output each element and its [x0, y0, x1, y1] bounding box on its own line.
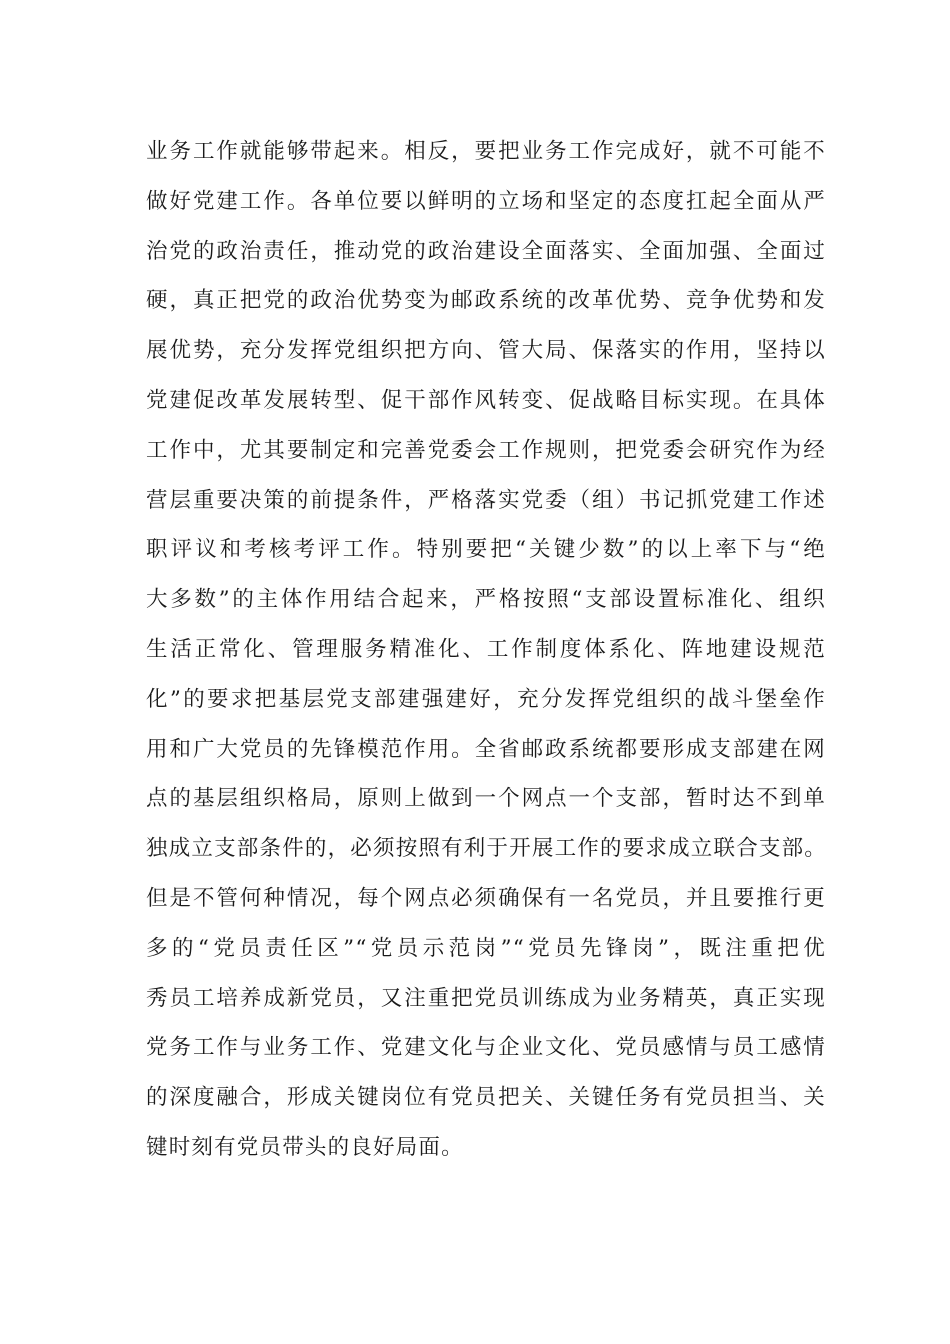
- text-line: 多的“党员责任区”“党员示范岗”“党员先锋岗”，既注重把优: [146, 935, 826, 961]
- text-line: 生活正常化、管理服务精准化、工作制度体系化、阵地建设规范: [146, 636, 826, 662]
- text-line: 做好党建工作。各单位要以鲜明的立场和坚定的态度扛起全面从严: [146, 188, 826, 214]
- text-line: 工作中，尤其要制定和完善党委会工作规则，把党委会研究作为经: [146, 437, 826, 463]
- text-line: 治党的政治责任，推动党的政治建设全面落实、全面加强、全面过: [146, 238, 826, 264]
- text-line: 党建促改革发展转型、促干部作风转变、促战略目标实现。在具体: [146, 387, 826, 413]
- body-text: [146, 131, 826, 1177]
- text-line: 职评议和考核考评工作。特别要把“关键少数”的以上率下与“绝: [146, 537, 826, 563]
- text-line: 点的基层组织格局，原则上做到一个网点一个支部，暂时达不到单: [146, 786, 826, 812]
- text-line: 独成立支部条件的，必须按照有利于开展工作的要求成立联合支部。: [146, 836, 828, 862]
- text-line: 党务工作与业务工作、党建文化与企业文化、党员感情与员工感情: [146, 1035, 826, 1061]
- text-line: 化”的要求把基层党支部建强建好，充分发挥党组织的战斗堡垒作: [146, 686, 826, 712]
- text-line: 营层重要决策的前提条件，严格落实党委（组）书记抓党建工作述: [146, 487, 826, 513]
- text-line: 的深度融合，形成关键岗位有党员把关、关键任务有党员担当、关: [146, 1085, 826, 1111]
- text-line: 秀员工培养成新党员，又注重把党员训练成为业务精英，真正实现: [146, 985, 826, 1011]
- text-line-last: 键时刻有党员带头的良好局面。: [146, 1134, 464, 1160]
- text-line: 大多数”的主体作用结合起来，严格按照“支部设置标准化、组织: [146, 587, 826, 613]
- text-line: 业务工作就能够带起来。相反，要把业务工作完成好，就不可能不: [146, 139, 826, 164]
- text-line: 展优势，充分发挥党组织把方向、管大局、保落实的作用，坚持以: [146, 338, 826, 364]
- text-line: 用和广大党员的先锋模范作用。全省邮政系统都要形成支部建在网: [146, 736, 826, 762]
- text-line: 但是不管何种情况，每个网点必须确保有一名党员，并且要推行更: [146, 885, 826, 911]
- text-line: 硬，真正把党的政治优势变为邮政系统的改革优势、竞争优势和发: [146, 288, 826, 314]
